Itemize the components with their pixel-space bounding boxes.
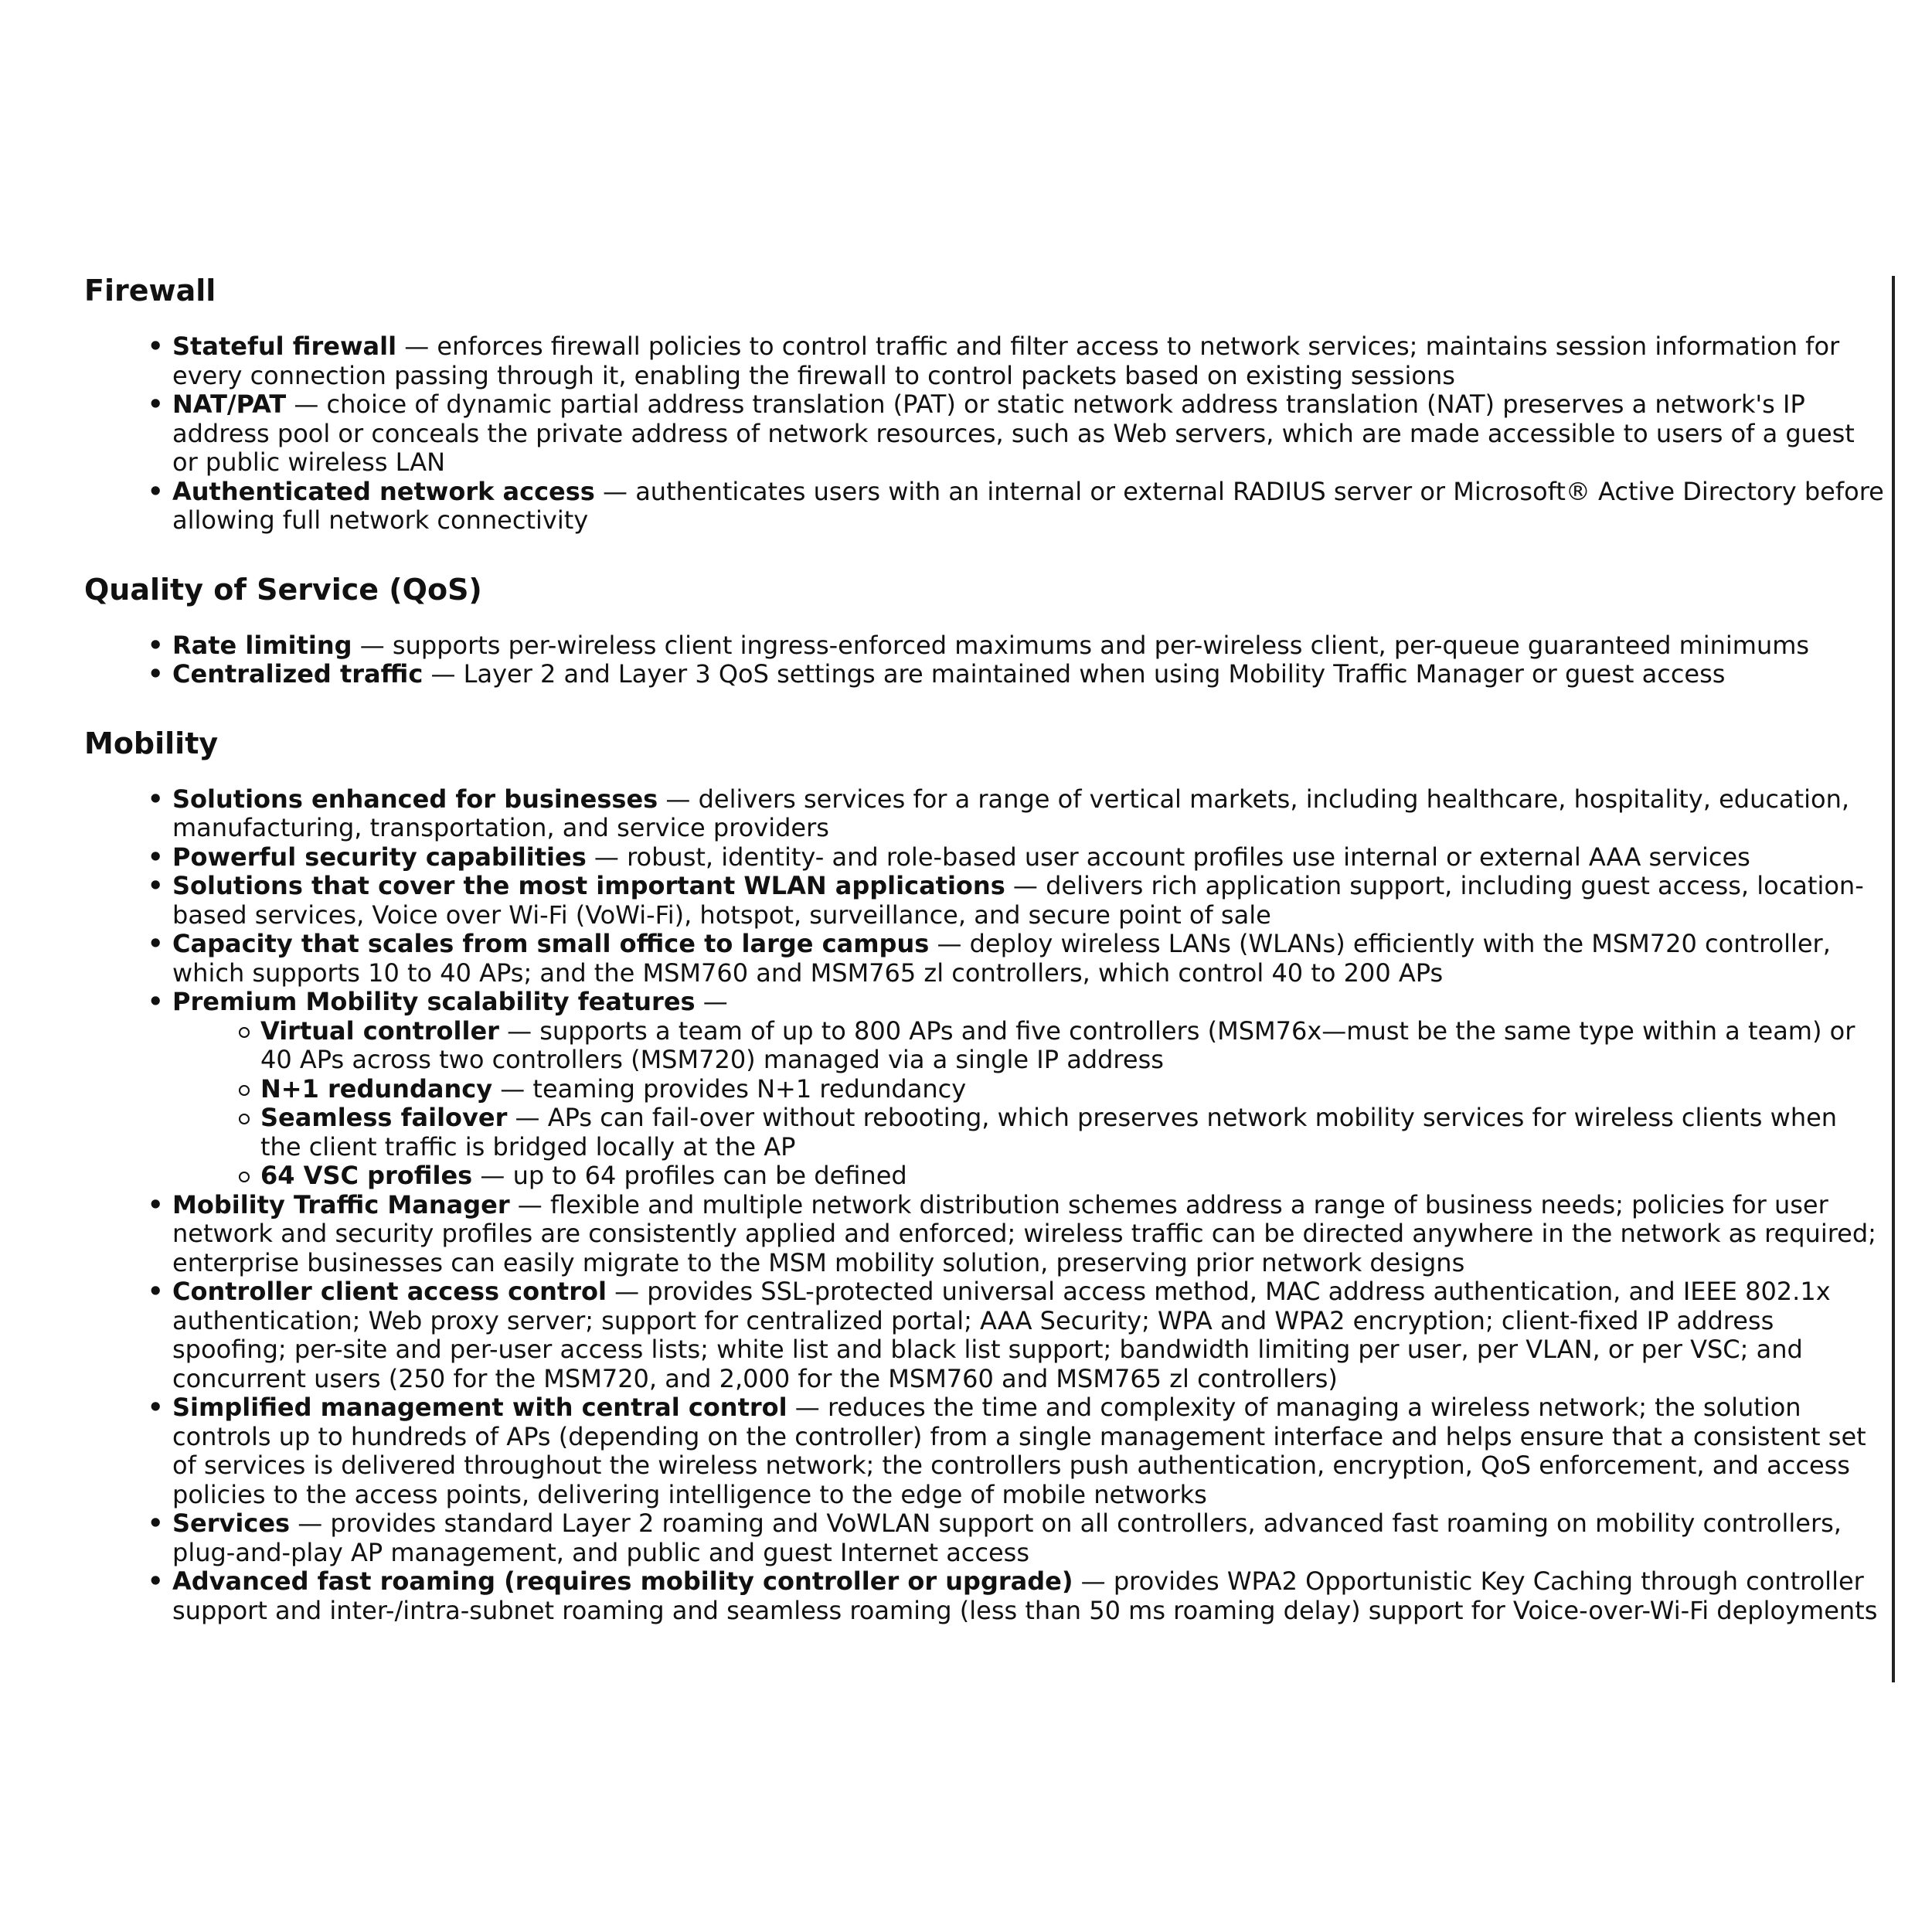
item-description: — provides SSL-protected universal access method, MAC address authentication, and IEEE 802.1x authentication; Web proxy server; support for centralized portal; AAA Security; WPA and WPA2 encryption; client-fixed IP address spoofing; per-site and per-user access lists; white list and black list support; bandwidth limiting per user, per VLAN, or per VSC; and concurrent users (250 for the MSM720, and 2,000 for the MSM760 and MSM765 zl controllers): [172, 1277, 1831, 1393]
list-item: [172, 988, 1885, 1191]
item-term: Powerful security capabilities: [172, 842, 587, 872]
item-term: Mobility Traffic Manager: [172, 1189, 510, 1219]
section-qos: [84, 571, 1885, 689]
bullet-list-mobility: [84, 785, 1885, 1626]
section-title-mobility: Mobility: [84, 726, 219, 760]
sub-list-item: [260, 1162, 1885, 1191]
item-description: — Layer 2 and Layer 3 QoS settings are maintained when using Mobility Traffic Manager or guest access: [423, 659, 1726, 689]
item-term: N+1 redundancy: [260, 1073, 493, 1104]
item-description: — provides standard Layer 2 roaming and VoWLAN support on all controllers, advanced fast roaming on mobility controllers, plug-and-play AP management, and public and guest Internet access: [172, 1509, 1842, 1567]
list-item: [172, 660, 1885, 689]
item-description: — delivers services for a range of vertical markets, including healthcare, hospitality, education, manufacturing, transportation, and service providers: [172, 784, 1850, 842]
item-term: Premium Mobility scalability features: [172, 987, 696, 1016]
list-item: [172, 930, 1885, 988]
item-description: — supports a team of up to 800 APs and five controllers (MSM76x—must be the same type within a team) or 40 APs across two controllers (MSM720) managed via a single IP address: [260, 1015, 1855, 1074]
list-item: [172, 1191, 1885, 1278]
item-term: Services: [172, 1509, 291, 1538]
item-term: Authenticated network access: [172, 476, 595, 506]
item-term: Advanced fast roaming (requires mobility controller or upgrade): [172, 1566, 1073, 1596]
section-title-qos: Quality of Service (QoS): [84, 572, 482, 607]
list-item: [172, 1277, 1885, 1393]
item-description: — provides WPA2 Opportunistic Key Caching through controller support and inter-/intra-subnet roaming and seamless roaming (less than 50 ms roaming delay) support for Voice-over-Wi-Fi deployments: [172, 1566, 1878, 1625]
item-term: 64 VSC profiles: [260, 1161, 473, 1190]
item-description: — APs can fail-over without rebooting, which preserves network mobility services for wireless clients when the client traffic is bridged locally at the AP: [260, 1103, 1838, 1162]
item-description: — robust, identity- and role-based user account profiles use internal or external AAA services: [586, 842, 1750, 872]
section-mobility: [84, 725, 1885, 1626]
item-term: Centralized traffic: [172, 659, 423, 689]
section-title-firewall: Firewall: [84, 274, 216, 308]
item-term: Solutions enhanced for businesses: [172, 784, 658, 814]
list-item: [172, 1393, 1885, 1509]
item-term: Stateful firewall: [172, 332, 397, 361]
item-description: — flexible and multiple network distribution schemes address a range of business needs; policies for user network and security profiles are consistently applied and enforced; wireless traffic can be directed anywhere in the network as required; enterprise businesses can easily migrate to the MSM mobility solution, preserving prior network designs: [172, 1189, 1876, 1277]
sub-list-item: [260, 1104, 1885, 1162]
bullet-list-qos: [84, 631, 1885, 689]
item-description: — supports per-wireless client ingress-enforced maximums and per-wireless client, per-queue guaranteed minimums: [352, 630, 1810, 660]
item-term: Solutions that cover the most important WLAN applications: [172, 871, 1005, 900]
item-description: — teaming provides N+1 redundancy: [492, 1073, 967, 1104]
list-item: [172, 1567, 1885, 1625]
sub-list-item: [260, 1075, 1885, 1104]
bullet-list-firewall: [84, 332, 1885, 536]
item-description: — deploy wireless LANs (WLANs) efficiently with the MSM720 controller, which supports 10 to 40 APs; and the MSM760 and MSM765 zl controllers, which control 40 to 200 APs: [172, 929, 1831, 988]
item-term: Seamless failover: [260, 1103, 508, 1132]
sub-bullet-list: [172, 1017, 1885, 1191]
item-term: Capacity that scales from small office to large campus: [172, 929, 930, 958]
item-description: — delivers rich application support, including guest access, location-based services, Voice over Wi-Fi (VoWi-Fi), hotspot, surveillance, and secure point of sale: [172, 871, 1864, 930]
item-description: —: [695, 987, 728, 1016]
sub-list-item: [260, 1017, 1885, 1075]
item-description: — choice of dynamic partial address translation (PAT) or static network address translation (NAT) preserves a network's IP address pool or conceals the private address of network resources, such as Web servers, which are made accessible to users of a guest or public wireless LAN: [172, 389, 1855, 477]
list-item: [172, 631, 1885, 661]
section-firewall: [84, 272, 1885, 536]
document-body: [84, 272, 1885, 1625]
list-item: [172, 785, 1885, 843]
list-item: [172, 843, 1885, 872]
item-term: Controller client access control: [172, 1277, 607, 1306]
item-term: Simplified management with central control: [172, 1393, 787, 1422]
item-term: Virtual controller: [260, 1015, 499, 1046]
item-term: NAT/PAT: [172, 389, 287, 419]
item-description: — enforces firewall policies to control traffic and filter access to network services; maintains session information for every connection passing through it, enabling the firewall to control packets based on existing sessions: [172, 332, 1840, 390]
list-item: [172, 478, 1885, 536]
item-description: — up to 64 profiles can be defined: [472, 1161, 907, 1190]
list-item: [172, 390, 1885, 478]
right-border-line: [1892, 276, 1895, 1682]
item-description: — reduces the time and complexity of managing a wireless network; the solution controls up to hundreds of APs (depending on the controller) from a single management interface and helps ensure that a consistent set of services is delivered throughout the wireless network; the controllers push authentication, encryption, QoS enforcement, and access policies to the access points, delivering intelligence to the edge of mobile networks: [172, 1393, 1866, 1509]
list-item: [172, 872, 1885, 930]
item-description: — authenticates users with an internal or external RADIUS server or Microsoft® Active Directory before allowing full network connectivity: [172, 476, 1884, 535]
list-item: [172, 332, 1885, 390]
list-item: [172, 1509, 1885, 1567]
item-term: Rate limiting: [172, 630, 352, 660]
